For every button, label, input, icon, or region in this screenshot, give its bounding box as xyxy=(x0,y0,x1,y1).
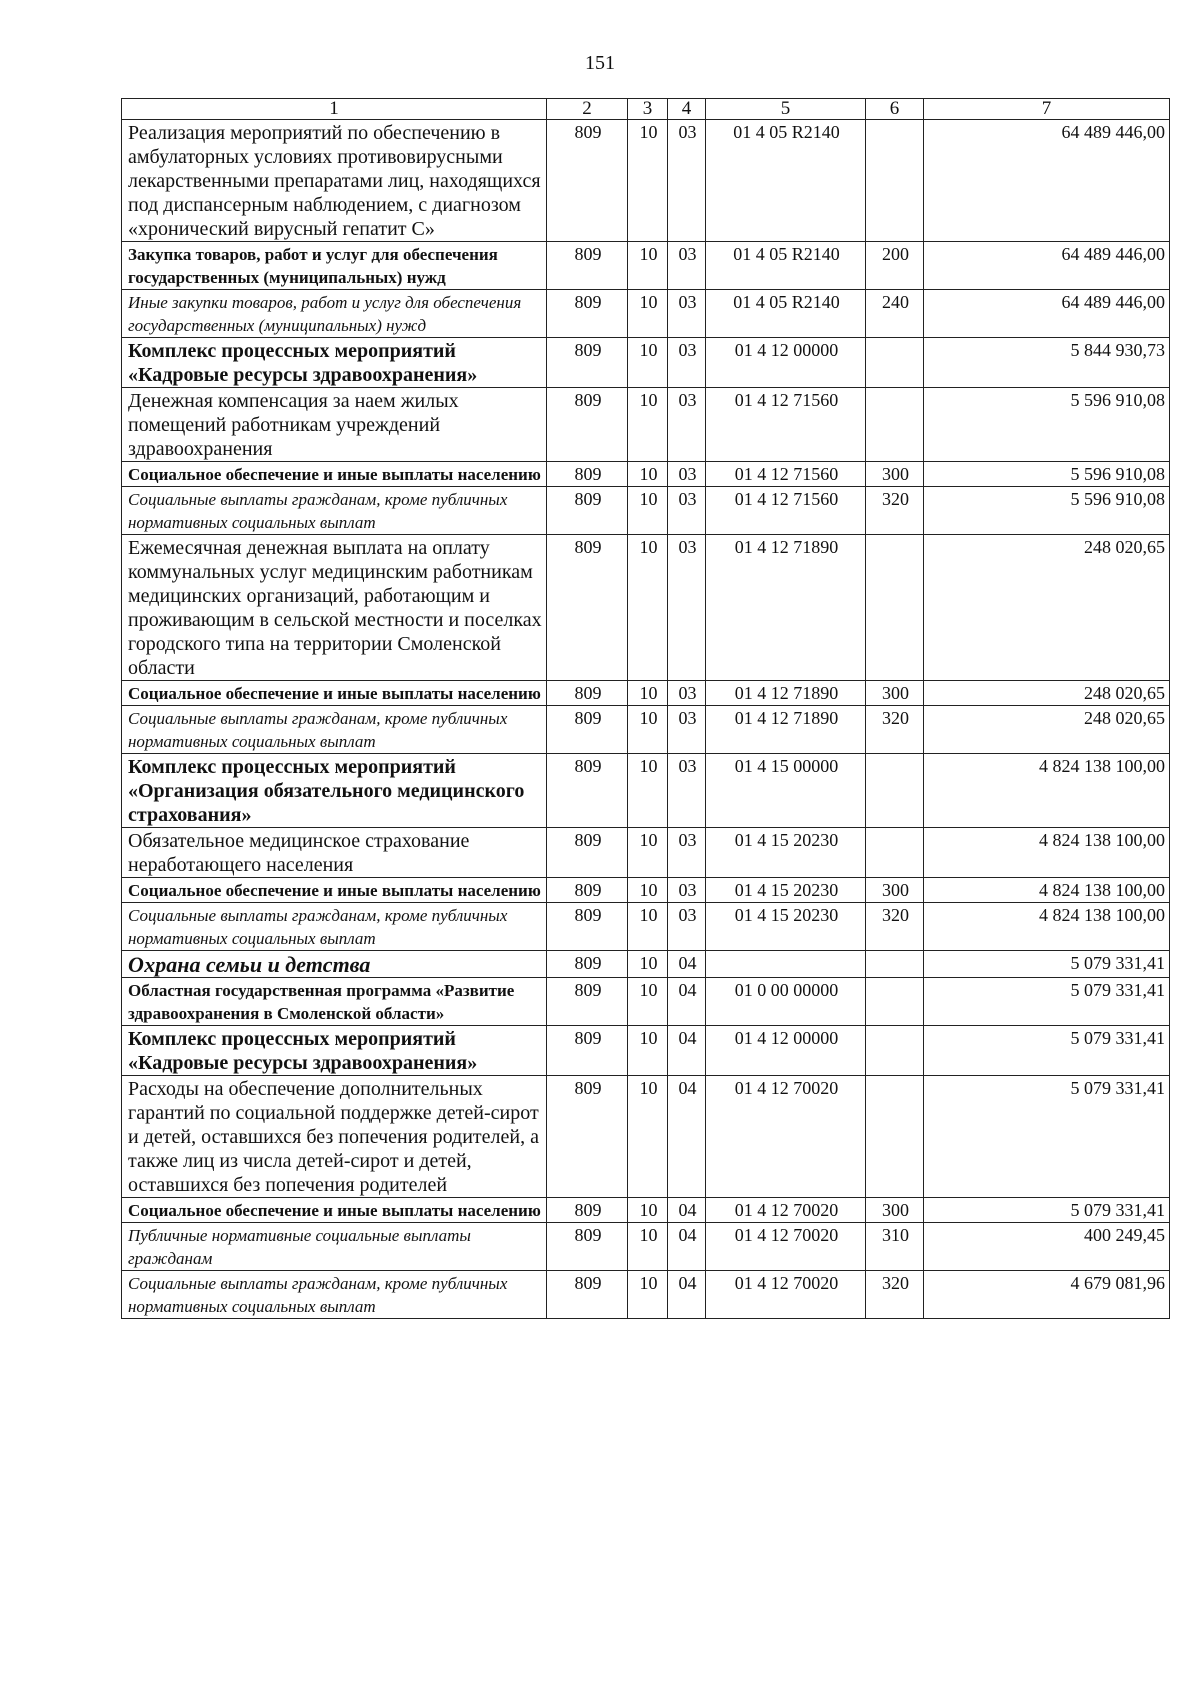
row-sum-cell: 5 079 331,41 xyxy=(924,1026,1170,1076)
row-csr-cell: 01 0 00 00000 xyxy=(706,978,866,1026)
row-sum-cell: 5 079 331,41 xyxy=(924,1076,1170,1198)
row-gr-cell: 809 xyxy=(547,120,628,242)
row-name-cell: Комплекс процессных мероприятий «Кадровые ресурсы здравоохранения» xyxy=(122,338,547,388)
row-csr-cell: 01 4 12 00000 xyxy=(706,1026,866,1076)
row-sum-cell: 5 079 331,41 xyxy=(924,1198,1170,1223)
row-pr-cell: 04 xyxy=(668,1223,706,1271)
header-col-4: 4 xyxy=(668,99,706,120)
row-csr-cell: 01 4 15 00000 xyxy=(706,754,866,828)
row-vr-cell: 320 xyxy=(866,1271,924,1319)
row-name-cell: Социальные выплаты гражданам, кроме публичных нормативных социальных выплат xyxy=(122,903,547,951)
row-rz-cell: 10 xyxy=(628,754,668,828)
header-col-6: 6 xyxy=(866,99,924,120)
row-sum-cell: 5 079 331,41 xyxy=(924,951,1170,978)
row-pr-cell: 04 xyxy=(668,1198,706,1223)
row-rz-cell: 10 xyxy=(628,120,668,242)
row-name-cell: Закупка товаров, работ и услуг для обеспечения государственных (муниципальных) нужд xyxy=(122,242,547,290)
table-row xyxy=(122,535,1170,681)
table-row xyxy=(122,242,1170,290)
row-csr-cell: 01 4 12 71560 xyxy=(706,388,866,462)
row-sum-cell: 248 020,65 xyxy=(924,681,1170,706)
row-csr-cell: 01 4 12 71560 xyxy=(706,487,866,535)
row-sum-cell: 4 824 138 100,00 xyxy=(924,878,1170,903)
row-pr-cell: 04 xyxy=(668,978,706,1026)
row-csr-cell: 01 4 12 71560 xyxy=(706,462,866,487)
row-gr-cell: 809 xyxy=(547,903,628,951)
row-csr-cell: 01 4 12 71890 xyxy=(706,535,866,681)
row-vr-cell xyxy=(866,828,924,878)
row-rz-cell: 10 xyxy=(628,242,668,290)
header-col-7: 7 xyxy=(924,99,1170,120)
row-name-cell: Комплекс процессных мероприятий «Организация обязательного медицинского страхования» xyxy=(122,754,547,828)
row-rz-cell: 10 xyxy=(628,978,668,1026)
table-row xyxy=(122,903,1170,951)
table-row xyxy=(122,828,1170,878)
row-vr-cell xyxy=(866,1076,924,1198)
row-sum-cell: 400 249,45 xyxy=(924,1223,1170,1271)
row-gr-cell: 809 xyxy=(547,681,628,706)
row-vr-cell xyxy=(866,754,924,828)
row-csr-cell: 01 4 15 20230 xyxy=(706,903,866,951)
header-col-2: 2 xyxy=(547,99,628,120)
row-name-cell: Социальное обеспечение и иные выплаты населению xyxy=(122,681,547,706)
row-sum-cell: 5 596 910,08 xyxy=(924,487,1170,535)
row-name-cell: Реализация мероприятий по обеспечению в амбулаторных условиях противовирусными лекарственными препаратами лиц, находящихся под диспансерным наблюдением, с диагнозом «хронический вирусный гепатит С» xyxy=(122,120,547,242)
row-gr-cell: 809 xyxy=(547,1223,628,1271)
row-name-cell: Обязательное медицинское страхование неработающего населения xyxy=(122,828,547,878)
row-gr-cell: 809 xyxy=(547,706,628,754)
row-gr-cell: 809 xyxy=(547,242,628,290)
row-rz-cell: 10 xyxy=(628,535,668,681)
row-sum-cell: 5 596 910,08 xyxy=(924,462,1170,487)
row-sum-cell: 5 596 910,08 xyxy=(924,388,1170,462)
row-rz-cell: 10 xyxy=(628,1076,668,1198)
row-gr-cell: 809 xyxy=(547,878,628,903)
row-sum-cell: 4 679 081,96 xyxy=(924,1271,1170,1319)
row-vr-cell: 320 xyxy=(866,903,924,951)
table-body xyxy=(122,120,1170,1319)
row-vr-cell xyxy=(866,338,924,388)
row-vr-cell xyxy=(866,978,924,1026)
table-row xyxy=(122,120,1170,242)
row-vr-cell: 200 xyxy=(866,242,924,290)
row-rz-cell: 10 xyxy=(628,903,668,951)
header-col-3: 3 xyxy=(628,99,668,120)
table-row xyxy=(122,681,1170,706)
row-vr-cell xyxy=(866,1026,924,1076)
row-name-cell: Публичные нормативные социальные выплаты гражданам xyxy=(122,1223,547,1271)
row-name-cell: Иные закупки товаров, работ и услуг для обеспечения государственных (муниципальных) нужд xyxy=(122,290,547,338)
row-pr-cell: 03 xyxy=(668,388,706,462)
budget-table xyxy=(121,98,1170,1319)
row-pr-cell: 03 xyxy=(668,338,706,388)
row-csr-cell: 01 4 05 R2140 xyxy=(706,290,866,338)
row-name-cell: Ежемесячная денежная выплата на оплату коммунальных услуг медицинским работникам медицинских организаций, работающим и проживающим в сельской местности и поселках городского типа на территории Смоленской области xyxy=(122,535,547,681)
row-vr-cell: 300 xyxy=(866,462,924,487)
row-rz-cell: 10 xyxy=(628,487,668,535)
row-sum-cell: 5 079 331,41 xyxy=(924,978,1170,1026)
table-row xyxy=(122,1223,1170,1271)
row-pr-cell: 04 xyxy=(668,1076,706,1198)
row-pr-cell: 03 xyxy=(668,903,706,951)
row-csr-cell: 01 4 12 70020 xyxy=(706,1076,866,1198)
row-rz-cell: 10 xyxy=(628,1223,668,1271)
row-vr-cell xyxy=(866,535,924,681)
row-gr-cell: 809 xyxy=(547,535,628,681)
row-pr-cell: 03 xyxy=(668,754,706,828)
row-vr-cell: 320 xyxy=(866,487,924,535)
row-name-cell: Социальное обеспечение и иные выплаты населению xyxy=(122,462,547,487)
row-gr-cell: 809 xyxy=(547,1026,628,1076)
row-gr-cell: 809 xyxy=(547,951,628,978)
row-sum-cell: 64 489 446,00 xyxy=(924,120,1170,242)
table-row xyxy=(122,338,1170,388)
row-pr-cell: 03 xyxy=(668,828,706,878)
row-rz-cell: 10 xyxy=(628,951,668,978)
row-sum-cell: 64 489 446,00 xyxy=(924,290,1170,338)
row-csr-cell: 01 4 15 20230 xyxy=(706,828,866,878)
row-pr-cell: 04 xyxy=(668,1271,706,1319)
row-rz-cell: 10 xyxy=(628,706,668,754)
table-row xyxy=(122,951,1170,978)
row-gr-cell: 809 xyxy=(547,978,628,1026)
row-csr-cell: 01 4 05 R2140 xyxy=(706,242,866,290)
row-sum-cell: 64 489 446,00 xyxy=(924,242,1170,290)
table-row xyxy=(122,1026,1170,1076)
row-pr-cell: 04 xyxy=(668,951,706,978)
row-csr-cell: 01 4 12 70020 xyxy=(706,1271,866,1319)
row-vr-cell: 240 xyxy=(866,290,924,338)
row-name-cell: Социальное обеспечение и иные выплаты населению xyxy=(122,1198,547,1223)
row-vr-cell xyxy=(866,951,924,978)
row-rz-cell: 10 xyxy=(628,338,668,388)
row-pr-cell: 03 xyxy=(668,120,706,242)
row-vr-cell: 300 xyxy=(866,878,924,903)
table-row xyxy=(122,706,1170,754)
row-vr-cell xyxy=(866,388,924,462)
table-row xyxy=(122,1076,1170,1198)
table-row xyxy=(122,1198,1170,1223)
row-vr-cell: 300 xyxy=(866,681,924,706)
row-gr-cell: 809 xyxy=(547,290,628,338)
row-pr-cell: 03 xyxy=(668,462,706,487)
row-csr-cell: 01 4 12 70020 xyxy=(706,1198,866,1223)
row-pr-cell: 03 xyxy=(668,878,706,903)
table-row xyxy=(122,290,1170,338)
row-csr-cell: 01 4 12 71890 xyxy=(706,681,866,706)
row-vr-cell xyxy=(866,120,924,242)
row-name-cell: Социальное обеспечение и иные выплаты населению xyxy=(122,878,547,903)
row-name-cell: Областная государственная программа «Развитие здравоохранения в Смоленской области» xyxy=(122,978,547,1026)
row-rz-cell: 10 xyxy=(628,681,668,706)
row-csr-cell: 01 4 12 00000 xyxy=(706,338,866,388)
row-name-cell: Социальные выплаты гражданам, кроме публичных нормативных социальных выплат xyxy=(122,706,547,754)
page-number: 151 xyxy=(585,52,615,74)
row-gr-cell: 809 xyxy=(547,754,628,828)
row-sum-cell: 248 020,65 xyxy=(924,535,1170,681)
row-pr-cell: 03 xyxy=(668,681,706,706)
row-pr-cell: 03 xyxy=(668,242,706,290)
header-col-1: 1 xyxy=(122,99,547,120)
row-sum-cell: 4 824 138 100,00 xyxy=(924,754,1170,828)
row-vr-cell: 320 xyxy=(866,706,924,754)
row-name-cell: Комплекс процессных мероприятий «Кадровые ресурсы здравоохранения» xyxy=(122,1026,547,1076)
row-sum-cell: 248 020,65 xyxy=(924,706,1170,754)
table-row xyxy=(122,978,1170,1026)
row-name-cell: Расходы на обеспечение дополнительных гарантий по социальной поддержке детей-сирот и детей, оставшихся без попечения родителей, а также лиц из числа детей-сирот и детей, оставшихся без попечения родителей xyxy=(122,1076,547,1198)
row-gr-cell: 809 xyxy=(547,338,628,388)
row-name-cell: Охрана семьи и детства xyxy=(122,951,547,978)
table-row xyxy=(122,487,1170,535)
row-pr-cell: 03 xyxy=(668,290,706,338)
table-row xyxy=(122,754,1170,828)
row-csr-cell: 01 4 15 20230 xyxy=(706,878,866,903)
row-rz-cell: 10 xyxy=(628,388,668,462)
table-row xyxy=(122,388,1170,462)
row-csr-cell xyxy=(706,951,866,978)
row-gr-cell: 809 xyxy=(547,462,628,487)
row-pr-cell: 03 xyxy=(668,487,706,535)
row-gr-cell: 809 xyxy=(547,1076,628,1198)
header-col-5: 5 xyxy=(706,99,866,120)
row-gr-cell: 809 xyxy=(547,388,628,462)
row-csr-cell: 01 4 05 R2140 xyxy=(706,120,866,242)
row-sum-cell: 5 844 930,73 xyxy=(924,338,1170,388)
table-row xyxy=(122,878,1170,903)
row-rz-cell: 10 xyxy=(628,828,668,878)
row-name-cell: Социальные выплаты гражданам, кроме публичных нормативных социальных выплат xyxy=(122,487,547,535)
row-pr-cell: 03 xyxy=(668,535,706,681)
row-sum-cell: 4 824 138 100,00 xyxy=(924,903,1170,951)
row-gr-cell: 809 xyxy=(547,1198,628,1223)
row-rz-cell: 10 xyxy=(628,1026,668,1076)
row-rz-cell: 10 xyxy=(628,878,668,903)
row-rz-cell: 10 xyxy=(628,290,668,338)
row-name-cell: Социальные выплаты гражданам, кроме публичных нормативных социальных выплат xyxy=(122,1271,547,1319)
row-gr-cell: 809 xyxy=(547,487,628,535)
row-vr-cell: 300 xyxy=(866,1198,924,1223)
row-gr-cell: 809 xyxy=(547,1271,628,1319)
row-rz-cell: 10 xyxy=(628,1271,668,1319)
header-row xyxy=(122,99,1170,120)
row-name-cell: Денежная компенсация за наем жилых помещений работникам учреждений здравоохранения xyxy=(122,388,547,462)
table-row xyxy=(122,1271,1170,1319)
row-vr-cell: 310 xyxy=(866,1223,924,1271)
row-rz-cell: 10 xyxy=(628,462,668,487)
row-csr-cell: 01 4 12 70020 xyxy=(706,1223,866,1271)
row-sum-cell: 4 824 138 100,00 xyxy=(924,828,1170,878)
table-row xyxy=(122,462,1170,487)
row-pr-cell: 04 xyxy=(668,1026,706,1076)
row-csr-cell: 01 4 12 71890 xyxy=(706,706,866,754)
row-pr-cell: 03 xyxy=(668,706,706,754)
row-gr-cell: 809 xyxy=(547,828,628,878)
row-rz-cell: 10 xyxy=(628,1198,668,1223)
